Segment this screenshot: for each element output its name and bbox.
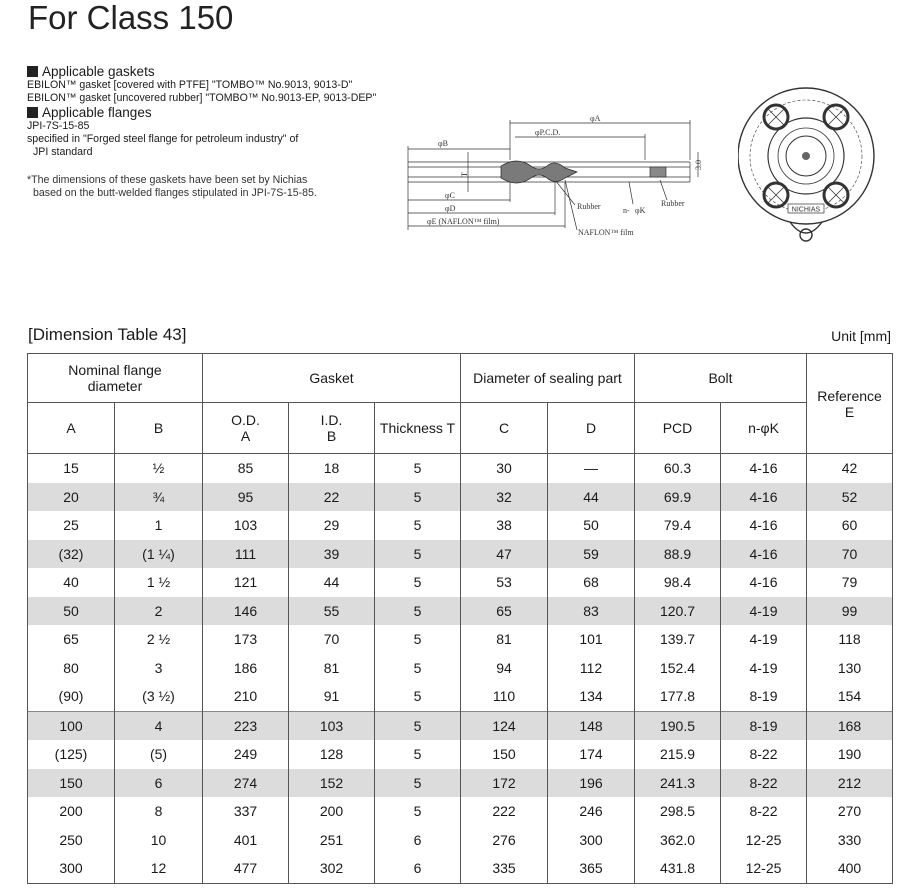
cell-e: 168 xyxy=(807,711,893,740)
flange-line: specified in "Forged steel flange for petroleum industry" of xyxy=(27,133,299,145)
cell-b: (3 ½) xyxy=(115,682,203,711)
cell-id: 91 xyxy=(289,682,375,711)
cell-a: 20 xyxy=(28,483,115,512)
cell-a: 80 xyxy=(28,654,115,683)
cell-c: 32 xyxy=(461,483,548,512)
cell-nk: 8-19 xyxy=(721,711,807,740)
cell-d: 44 xyxy=(548,483,635,512)
cell-od: 210 xyxy=(203,682,289,711)
cell-nk: 4-16 xyxy=(721,454,807,483)
subheader-pcd: PCD xyxy=(635,403,721,454)
cell-d: 134 xyxy=(548,682,635,711)
table-row xyxy=(28,854,893,883)
label-phiB: φB xyxy=(438,139,448,148)
page-title: For Class 150 xyxy=(28,0,234,36)
cell-b: 4 xyxy=(115,711,203,740)
cell-e: 79 xyxy=(807,568,893,597)
header-reference: Reference E xyxy=(807,354,893,454)
cell-nk: 4-16 xyxy=(721,540,807,569)
cell-e: 52 xyxy=(807,483,893,512)
cell-e: 190 xyxy=(807,740,893,769)
table-row xyxy=(28,511,893,540)
cell-e: 70 xyxy=(807,540,893,569)
cell-pcd: 152.4 xyxy=(635,654,721,683)
cell-a: (125) xyxy=(28,740,115,769)
cell-a: 300 xyxy=(28,854,115,883)
sealing-profile-icon xyxy=(501,161,577,183)
header-sealing: Diameter of sealing part xyxy=(461,354,635,403)
cell-b: 2 xyxy=(115,597,203,626)
cell-id: 44 xyxy=(289,568,375,597)
cell-c: 53 xyxy=(461,568,548,597)
gasket-line: EBILON™ gasket [covered with PTFE] "TOMBO™ No.9013, 9013-D" xyxy=(27,79,353,91)
cell-e: 154 xyxy=(807,682,893,711)
cell-d: 365 xyxy=(548,854,635,883)
subheader-B: B xyxy=(115,403,203,454)
cell-a: 250 xyxy=(28,826,115,855)
label-T: T xyxy=(460,172,469,177)
cell-od: 103 xyxy=(203,511,289,540)
cell-c: 65 xyxy=(461,597,548,626)
dimension-note xyxy=(27,174,387,200)
cell-nk: 8-22 xyxy=(721,769,807,798)
cell-b: 8 xyxy=(115,797,203,826)
cell-b: 10 xyxy=(115,826,203,855)
cell-id: 103 xyxy=(289,711,375,740)
cell-t: 5 xyxy=(375,454,461,483)
cell-c: 47 xyxy=(461,540,548,569)
cell-t: 5 xyxy=(375,797,461,826)
cell-a: 15 xyxy=(28,454,115,483)
cell-id: 22 xyxy=(289,483,375,512)
cell-a: 150 xyxy=(28,769,115,798)
cell-a: (90) xyxy=(28,682,115,711)
cell-id: 152 xyxy=(289,769,375,798)
cell-nk: 12-25 xyxy=(721,854,807,883)
cell-e: 99 xyxy=(807,597,893,626)
cell-b: (5) xyxy=(115,740,203,769)
header-bolt: Bolt xyxy=(635,354,807,403)
table-row xyxy=(28,540,893,569)
cell-t: 5 xyxy=(375,511,461,540)
cell-od: 95 xyxy=(203,483,289,512)
cell-t: 6 xyxy=(375,826,461,855)
gaskets-heading-text: Applicable gaskets xyxy=(42,64,155,79)
label-n: n- xyxy=(623,206,630,215)
cell-b: 1 xyxy=(115,511,203,540)
table-row xyxy=(28,740,893,769)
cell-e: 60 xyxy=(807,511,893,540)
cell-pcd: 60.3 xyxy=(635,454,721,483)
cell-d: 148 xyxy=(548,711,635,740)
cell-od: 173 xyxy=(203,625,289,654)
gaskets-heading xyxy=(27,64,387,79)
label-phiE: φE (NAFLON™ film) xyxy=(427,217,500,226)
table-row xyxy=(28,682,893,711)
table-row xyxy=(28,568,893,597)
cell-c: 30 xyxy=(461,454,548,483)
unit-label: Unit [mm] xyxy=(831,328,891,344)
label-naflon-film: NAFLON™ film xyxy=(578,228,634,237)
cell-od: 274 xyxy=(203,769,289,798)
label-pcd: φP.C.D. xyxy=(535,128,561,137)
cell-d: 246 xyxy=(548,797,635,826)
cell-od: 249 xyxy=(203,740,289,769)
subheader-od: O.D. A xyxy=(203,403,289,454)
cell-nk: 4-19 xyxy=(721,625,807,654)
table-body xyxy=(28,454,893,884)
cell-c: 124 xyxy=(461,711,548,740)
label-thickness: 3.0 xyxy=(694,160,703,170)
cell-d: 196 xyxy=(548,769,635,798)
cell-c: 94 xyxy=(461,654,548,683)
cell-pcd: 431.8 xyxy=(635,854,721,883)
cell-c: 38 xyxy=(461,511,548,540)
cell-nk: 8-22 xyxy=(721,797,807,826)
cell-c: 172 xyxy=(461,769,548,798)
subheader-C: C xyxy=(461,403,548,454)
table-row xyxy=(28,625,893,654)
subheader-nk: n-φK xyxy=(721,403,807,454)
label-phiA: φA xyxy=(590,114,601,123)
cell-t: 5 xyxy=(375,597,461,626)
table-row xyxy=(28,711,893,740)
cell-t: 5 xyxy=(375,711,461,740)
cell-pcd: 177.8 xyxy=(635,682,721,711)
cell-b: 12 xyxy=(115,854,203,883)
cell-t: 6 xyxy=(375,854,461,883)
cell-d: 174 xyxy=(548,740,635,769)
cell-a: 100 xyxy=(28,711,115,740)
cell-b: ½ xyxy=(115,454,203,483)
flange-line: JPI-7S-15-85 xyxy=(27,120,90,132)
cell-nk: 4-19 xyxy=(721,597,807,626)
cell-id: 70 xyxy=(289,625,375,654)
cell-b: 2 ½ xyxy=(115,625,203,654)
cell-t: 5 xyxy=(375,769,461,798)
cell-e: 42 xyxy=(807,454,893,483)
cell-od: 223 xyxy=(203,711,289,740)
cell-a: 65 xyxy=(28,625,115,654)
table-row xyxy=(28,597,893,626)
cell-d: — xyxy=(548,454,635,483)
cell-d: 59 xyxy=(548,540,635,569)
cell-b: (1 ¼) xyxy=(115,540,203,569)
cell-a: 25 xyxy=(28,511,115,540)
cell-id: 302 xyxy=(289,854,375,883)
label-phiK: φK xyxy=(635,206,646,215)
cell-c: 81 xyxy=(461,625,548,654)
cell-b: 3 xyxy=(115,654,203,683)
cell-od: 337 xyxy=(203,797,289,826)
cell-od: 85 xyxy=(203,454,289,483)
cell-b: ¾ xyxy=(115,483,203,512)
cell-id: 251 xyxy=(289,826,375,855)
cell-t: 5 xyxy=(375,654,461,683)
cell-d: 50 xyxy=(548,511,635,540)
cell-od: 401 xyxy=(203,826,289,855)
cell-pcd: 69.9 xyxy=(635,483,721,512)
flange-face-illustration xyxy=(738,84,888,264)
cell-pcd: 215.9 xyxy=(635,740,721,769)
info-block xyxy=(27,64,387,200)
cell-pcd: 79.4 xyxy=(635,511,721,540)
cell-od: 186 xyxy=(203,654,289,683)
cell-e: 130 xyxy=(807,654,893,683)
cell-t: 5 xyxy=(375,625,461,654)
cell-id: 55 xyxy=(289,597,375,626)
cell-od: 121 xyxy=(203,568,289,597)
cell-c: 150 xyxy=(461,740,548,769)
cell-e: 270 xyxy=(807,797,893,826)
note-line: *The dimensions of these gaskets have been set by Nichias xyxy=(27,174,308,186)
table-row xyxy=(28,654,893,683)
cell-nk: 8-19 xyxy=(721,682,807,711)
cell-pcd: 88.9 xyxy=(635,540,721,569)
cell-nk: 4-16 xyxy=(721,568,807,597)
cell-d: 101 xyxy=(548,625,635,654)
cell-e: 118 xyxy=(807,625,893,654)
cell-d: 68 xyxy=(548,568,635,597)
cell-d: 112 xyxy=(548,654,635,683)
subheader-A: A xyxy=(28,403,115,454)
cell-pcd: 190.5 xyxy=(635,711,721,740)
cell-e: 400 xyxy=(807,854,893,883)
cell-nk: 4-16 xyxy=(721,511,807,540)
cell-d: 300 xyxy=(548,826,635,855)
table-row xyxy=(28,826,893,855)
cell-pcd: 362.0 xyxy=(635,826,721,855)
cell-b: 1 ½ xyxy=(115,568,203,597)
dimension-table xyxy=(27,353,893,884)
label-rubber-left: Rubber xyxy=(577,202,601,211)
table-row xyxy=(28,797,893,826)
table-row xyxy=(28,769,893,798)
cell-a: 50 xyxy=(28,597,115,626)
subheader-id: I.D. B xyxy=(289,403,375,454)
cell-e: 212 xyxy=(807,769,893,798)
cell-id: 81 xyxy=(289,654,375,683)
cell-a: 200 xyxy=(28,797,115,826)
cell-nk: 12-25 xyxy=(721,826,807,855)
flange-line: JPI standard xyxy=(33,146,93,158)
cell-id: 200 xyxy=(289,797,375,826)
cell-a: 40 xyxy=(28,568,115,597)
label-rubber-right: Rubber xyxy=(661,199,685,208)
header-nominal: Nominal flange diameter xyxy=(28,354,203,403)
cell-t: 5 xyxy=(375,682,461,711)
cell-c: 222 xyxy=(461,797,548,826)
square-bullet-icon xyxy=(27,66,38,77)
cell-pcd: 98.4 xyxy=(635,568,721,597)
cell-b: 6 xyxy=(115,769,203,798)
gasket-line: EBILON™ gasket [uncovered rubber] "TOMBO™ No.9013-EP, 9013-DEP" xyxy=(27,92,377,104)
cell-pcd: 241.3 xyxy=(635,769,721,798)
cell-id: 39 xyxy=(289,540,375,569)
flanges-heading xyxy=(27,105,387,120)
cell-c: 276 xyxy=(461,826,548,855)
cell-d: 83 xyxy=(548,597,635,626)
cell-t: 5 xyxy=(375,740,461,769)
table-title: [Dimension Table 43] xyxy=(28,325,187,344)
cell-od: 111 xyxy=(203,540,289,569)
cell-c: 110 xyxy=(461,682,548,711)
cell-id: 29 xyxy=(289,511,375,540)
table-row xyxy=(28,483,893,512)
gasket-cross-section-diagram xyxy=(405,112,705,240)
label-phiD: φD xyxy=(445,204,456,213)
table-row xyxy=(28,454,893,483)
cell-e: 330 xyxy=(807,826,893,855)
nichias-stamp: NICHIAS xyxy=(791,206,821,214)
square-bullet-icon xyxy=(27,107,38,118)
cell-c: 335 xyxy=(461,854,548,883)
cell-od: 146 xyxy=(203,597,289,626)
cell-t: 5 xyxy=(375,540,461,569)
subheader-thickness: Thickness T xyxy=(375,403,461,454)
cell-id: 128 xyxy=(289,740,375,769)
cell-t: 5 xyxy=(375,568,461,597)
cell-pcd: 139.7 xyxy=(635,625,721,654)
flanges-heading-text: Applicable flanges xyxy=(42,105,152,120)
cell-t: 5 xyxy=(375,483,461,512)
subheader-D: D xyxy=(548,403,635,454)
cell-pcd: 298.5 xyxy=(635,797,721,826)
header-gasket: Gasket xyxy=(203,354,461,403)
cell-pcd: 120.7 xyxy=(635,597,721,626)
label-phiC: φC xyxy=(445,191,455,200)
note-line: based on the butt-welded flanges stipulated in JPI-7S-15-85. xyxy=(33,187,317,199)
cell-id: 18 xyxy=(289,454,375,483)
cell-nk: 8-22 xyxy=(721,740,807,769)
cell-nk: 4-19 xyxy=(721,654,807,683)
cell-nk: 4-16 xyxy=(721,483,807,512)
cell-od: 477 xyxy=(203,854,289,883)
cell-a: (32) xyxy=(28,540,115,569)
